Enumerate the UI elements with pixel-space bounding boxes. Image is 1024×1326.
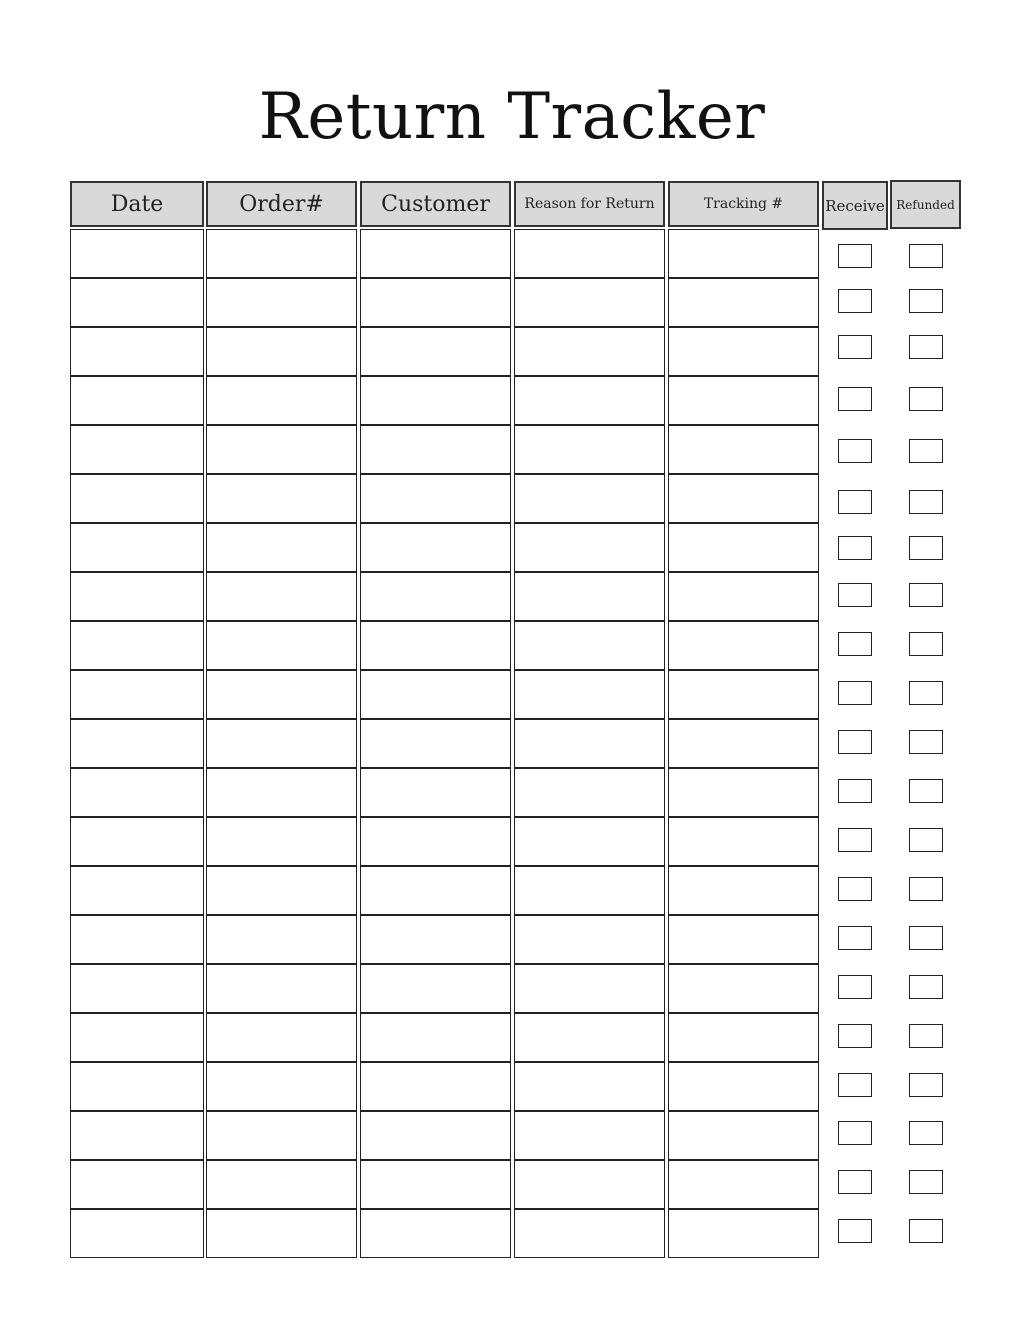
table-cell[interactable] <box>70 474 204 523</box>
table-cell[interactable] <box>360 964 511 1013</box>
table-cell[interactable] <box>206 523 357 572</box>
checkbox[interactable] <box>838 1024 872 1048</box>
table-cell[interactable] <box>514 719 665 768</box>
table-cell[interactable] <box>206 229 357 278</box>
table-cell[interactable] <box>70 1111 204 1160</box>
table-cell[interactable] <box>514 229 665 278</box>
table-cell[interactable] <box>360 327 511 376</box>
table-cell[interactable] <box>206 817 357 866</box>
checkbox[interactable] <box>909 779 943 803</box>
customer-header: Customer <box>360 181 511 227</box>
table-cell[interactable] <box>668 572 819 621</box>
table-cell[interactable] <box>70 327 204 376</box>
table-cell[interactable] <box>206 425 357 474</box>
table-cell[interactable] <box>668 278 819 327</box>
checkbox[interactable] <box>838 632 872 656</box>
table-cell[interactable] <box>668 768 819 817</box>
checkbox[interactable] <box>838 975 872 999</box>
table-cell[interactable] <box>668 1111 819 1160</box>
table-cell[interactable] <box>206 768 357 817</box>
checkbox[interactable] <box>909 730 943 754</box>
checkbox[interactable] <box>838 828 872 852</box>
table-cell[interactable] <box>668 327 819 376</box>
table-cell[interactable] <box>514 474 665 523</box>
table-cell[interactable] <box>206 621 357 670</box>
checkbox[interactable] <box>838 387 872 411</box>
table-cell[interactable] <box>668 229 819 278</box>
checkbox[interactable] <box>909 1170 943 1194</box>
page-title: Return Tracker <box>258 80 766 154</box>
order-header: Order# <box>206 181 357 227</box>
table-cell[interactable] <box>360 376 511 425</box>
table-cell[interactable] <box>514 1209 665 1258</box>
table-cell[interactable] <box>206 1160 357 1209</box>
table-cell[interactable] <box>70 376 204 425</box>
table-cell[interactable] <box>360 915 511 964</box>
table-cell[interactable] <box>668 719 819 768</box>
table-cell[interactable] <box>70 1160 204 1209</box>
table-cell[interactable] <box>514 964 665 1013</box>
table-cell[interactable] <box>514 1013 665 1062</box>
table-cell[interactable] <box>70 572 204 621</box>
table-cell[interactable] <box>360 670 511 719</box>
checkbox[interactable] <box>909 583 943 607</box>
checkbox[interactable] <box>909 1024 943 1048</box>
table-cell[interactable] <box>360 278 511 327</box>
checkbox[interactable] <box>838 1073 872 1097</box>
table-cell[interactable] <box>514 621 665 670</box>
table-cell[interactable] <box>668 1013 819 1062</box>
checkbox[interactable] <box>909 1121 943 1145</box>
table-cell[interactable] <box>70 229 204 278</box>
table-cell[interactable] <box>668 670 819 719</box>
table-cell[interactable] <box>70 425 204 474</box>
table-cell[interactable] <box>206 376 357 425</box>
table-cell[interactable] <box>206 1013 357 1062</box>
table-cell[interactable] <box>514 425 665 474</box>
table-cell[interactable] <box>668 425 819 474</box>
table-cell[interactable] <box>360 621 511 670</box>
table-cell[interactable] <box>668 1062 819 1111</box>
table-cell[interactable] <box>206 915 357 964</box>
table-cell[interactable] <box>360 768 511 817</box>
date-header: Date <box>70 181 204 227</box>
checkbox[interactable] <box>838 536 872 560</box>
table-cell[interactable] <box>70 278 204 327</box>
table-cell[interactable] <box>360 1062 511 1111</box>
checkbox[interactable] <box>838 583 872 607</box>
table-cell[interactable] <box>360 572 511 621</box>
table-cell[interactable] <box>206 572 357 621</box>
table-cell[interactable] <box>360 866 511 915</box>
table-cell[interactable] <box>514 817 665 866</box>
checkbox[interactable] <box>909 975 943 999</box>
table-cell[interactable] <box>70 866 204 915</box>
table-cell[interactable] <box>206 866 357 915</box>
table-cell[interactable] <box>360 1111 511 1160</box>
checkbox[interactable] <box>909 536 943 560</box>
checkbox[interactable] <box>909 632 943 656</box>
checkbox[interactable] <box>838 244 872 268</box>
table-cell[interactable] <box>206 1062 357 1111</box>
table-cell[interactable] <box>360 425 511 474</box>
table-cell[interactable] <box>668 817 819 866</box>
refunded-header: Refunded <box>890 180 961 229</box>
table-cell[interactable] <box>514 915 665 964</box>
table-cell[interactable] <box>668 621 819 670</box>
table-cell[interactable] <box>668 376 819 425</box>
table-cell[interactable] <box>206 278 357 327</box>
table-cell[interactable] <box>514 376 665 425</box>
table-cell[interactable] <box>360 523 511 572</box>
table-cell[interactable] <box>360 817 511 866</box>
table-cell[interactable] <box>70 670 204 719</box>
checkbox[interactable] <box>909 828 943 852</box>
table-cell[interactable] <box>70 964 204 1013</box>
checkbox[interactable] <box>838 1219 872 1243</box>
checkbox[interactable] <box>909 335 943 359</box>
table-cell[interactable] <box>360 1013 511 1062</box>
table-cell[interactable] <box>70 768 204 817</box>
table-cell[interactable] <box>514 327 665 376</box>
table-cell[interactable] <box>514 278 665 327</box>
table-cell[interactable] <box>206 670 357 719</box>
checkbox[interactable] <box>838 730 872 754</box>
checkbox[interactable] <box>838 877 872 901</box>
table-cell[interactable] <box>668 866 819 915</box>
reason-header: Reason for Return <box>514 181 665 227</box>
table-cell[interactable] <box>206 1111 357 1160</box>
table-cell[interactable] <box>514 572 665 621</box>
checkbox[interactable] <box>909 1219 943 1243</box>
table-cell[interactable] <box>514 523 665 572</box>
table-cell[interactable] <box>668 523 819 572</box>
table-cell[interactable] <box>360 1160 511 1209</box>
table-cell[interactable] <box>70 719 204 768</box>
table-cell[interactable] <box>70 1013 204 1062</box>
table-cell[interactable] <box>514 1160 665 1209</box>
table-cell[interactable] <box>206 327 357 376</box>
checkbox[interactable] <box>838 335 872 359</box>
checkbox[interactable] <box>838 779 872 803</box>
table-cell[interactable] <box>360 474 511 523</box>
table-cell[interactable] <box>668 915 819 964</box>
table-cell[interactable] <box>206 1209 357 1258</box>
checkbox[interactable] <box>838 1121 872 1145</box>
table-cell[interactable] <box>668 474 819 523</box>
checkbox[interactable] <box>909 439 943 463</box>
table-cell[interactable] <box>206 719 357 768</box>
receive-header: Receive <box>822 181 888 230</box>
table-cell[interactable] <box>668 1209 819 1258</box>
checkbox[interactable] <box>909 387 943 411</box>
table-cell[interactable] <box>70 915 204 964</box>
checkbox[interactable] <box>909 877 943 901</box>
checkbox[interactable] <box>909 926 943 950</box>
table-cell[interactable] <box>70 621 204 670</box>
table-cell[interactable] <box>206 964 357 1013</box>
table-cell[interactable] <box>70 1062 204 1111</box>
table-cell[interactable] <box>514 1111 665 1160</box>
checkbox[interactable] <box>909 490 943 514</box>
table-cell[interactable] <box>514 768 665 817</box>
table-cell[interactable] <box>514 866 665 915</box>
checkbox[interactable] <box>909 1073 943 1097</box>
checkbox[interactable] <box>838 289 872 313</box>
table-cell[interactable] <box>668 964 819 1013</box>
checkbox[interactable] <box>838 926 872 950</box>
checkbox[interactable] <box>909 681 943 705</box>
checkbox[interactable] <box>838 490 872 514</box>
table-cell[interactable] <box>70 1209 204 1258</box>
table-cell[interactable] <box>668 1160 819 1209</box>
table-cell[interactable] <box>360 1209 511 1258</box>
checkbox[interactable] <box>838 439 872 463</box>
table-cell[interactable] <box>514 1062 665 1111</box>
tracking-header: Tracking # <box>668 181 819 227</box>
table-cell[interactable] <box>206 474 357 523</box>
table-cell[interactable] <box>70 817 204 866</box>
checkbox[interactable] <box>838 681 872 705</box>
checkbox[interactable] <box>909 244 943 268</box>
table-cell[interactable] <box>360 229 511 278</box>
table-cell[interactable] <box>360 719 511 768</box>
table-cell[interactable] <box>70 523 204 572</box>
checkbox[interactable] <box>838 1170 872 1194</box>
checkbox[interactable] <box>909 289 943 313</box>
table-cell[interactable] <box>514 670 665 719</box>
